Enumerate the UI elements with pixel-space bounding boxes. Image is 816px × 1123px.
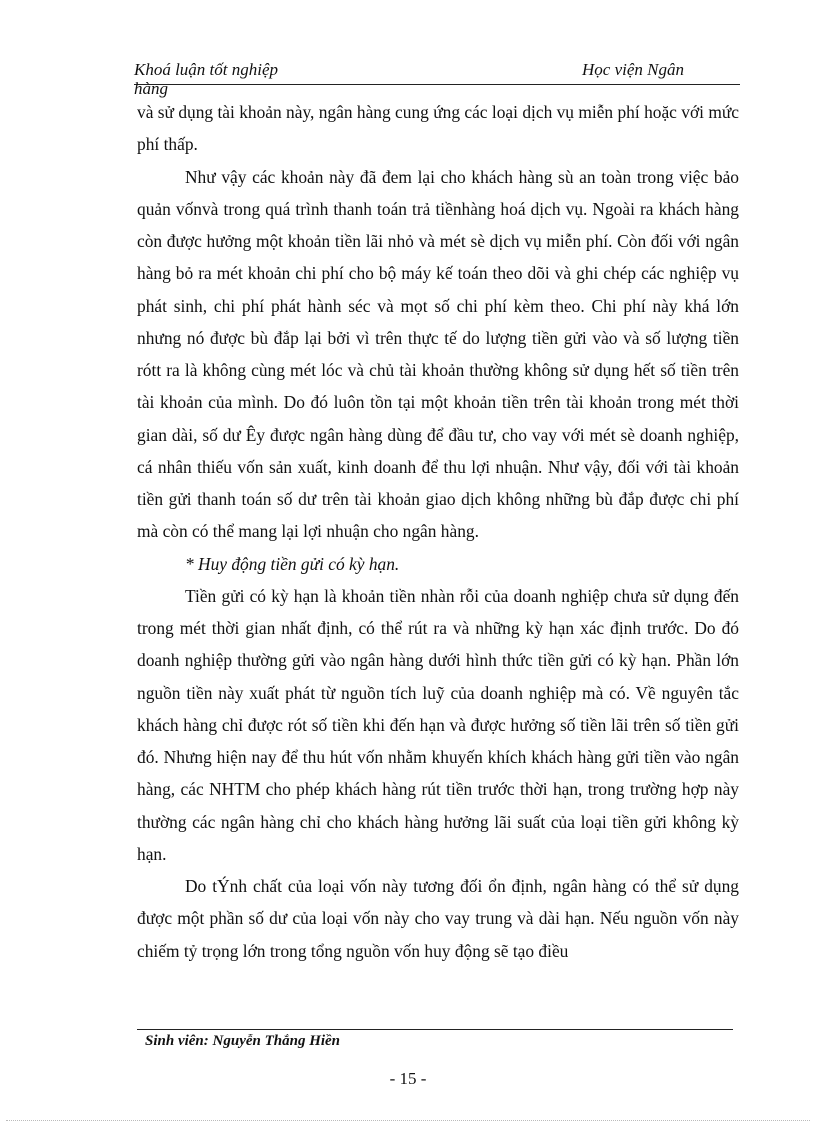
header-title-left: Khoá luận tốt nghiệp bbox=[134, 60, 279, 79]
page-bottom-border bbox=[6, 1120, 810, 1121]
paragraph-1: và sử dụng tài khoản này, ngân hàng cung ứng các loại dịch vụ miễn phí hoặc với mức phí thấp. bbox=[137, 102, 739, 155]
header-title-right: Học viện Ngân bbox=[582, 60, 684, 79]
header-title-wrap: hàng bbox=[134, 79, 168, 98]
paragraph-2: Như vậy các khoản này đã đem lại cho khách hàng sù an toàn trong việc bảo quản vốnvà trong quá trình thanh toán trả tiềnhàng hoá dịch vụ. Ngoài ra khách hàng còn được hưởng một khoản tiền lãi nhỏ và mét sè dịch vụ miễn phí. Còn đối với ngân hàng bỏ ra mét khoản chi phí cho bộ máy kế toán theo dõi và ghi chép các nghiệp vụ phát sinh, chi phí phát hành séc và mọt số chi phí kèm theo. Chi phí này khá lớn nhưng nó được bù đắp lại bởi vì trên thực tế do lượng tiền gửi vào và số lượng tiền rótt ra là không cùng mét lóc và chủ tài khoản thường không sử dụng hết số tiền trên tài khoản của mình. Do đó luôn tồn tại một khoản tiền trên tài khoản trong mét thời gian dài, số dư Êy được ngân hàng dùng để đầu tư, cho vay với mét sè doanh nghiệp, cá nhân thiếu vốn sản xuất, kinh doanh để thu lợi nhuận. Như vậy, đối với tài khoản tiền gửi thanh toán số dư trên tài khoản giao dịch không những bù đắp được chi phí mà còn có thể mang lại lợi nhuận cho ngân hàng. bbox=[137, 166, 739, 542]
footer-author: Sinh viên: Nguyễn Thắng Hiền bbox=[145, 1033, 341, 1049]
page-number: - 15 - bbox=[389, 1069, 427, 1088]
paragraph-3: Tiền gửi có kỳ hạn là khoản tiền nhàn rỗi của doanh nghiệp chưa sử dụng đến trong mét thời gian nhất định, có thể rút ra và những kỳ hạn xác định trước. Do đó doanh nghiệp thường gửi vào ngân hàng dưới hình thức tiền gửi có kỳ hạn. Phần lớn nguồn tiền này xuất phát từ nguồn tích luỹ của doanh nghiệp mà có. Về nguyên tắc khách hàng chỉ được rót số tiền khi đến hạn và được hưởng số tiền lãi trên số tiền gửi đó. Nhưng hiện nay để thu hút vốn nhằm khuyến khích khách hàng gửi tiền vào ngân hàng, các NHTM cho phép khách hàng rút tiền trước thời hạn, trong trường hợp này thường các ngân hàng chỉ cho khách hàng hưởng lãi suất của loại tiền gửi không kỳ hạn. bbox=[137, 585, 739, 864]
paragraph-4: Do tÝnh chất của loại vốn này tương đối ổn định, ngân hàng có thể sử dụng được một phần số dư của loại vốn này cho vay trung và dài hạn. Nếu nguồn vốn này chiếm tỷ trọng lớn trong tổng nguồn vốn huy động sẽ tạo điều bbox=[137, 876, 739, 961]
section-heading: * Huy động tiền gửi có kỳ hạn. bbox=[185, 553, 400, 574]
body-text bbox=[137, 96, 739, 967]
header-rule bbox=[134, 84, 740, 85]
